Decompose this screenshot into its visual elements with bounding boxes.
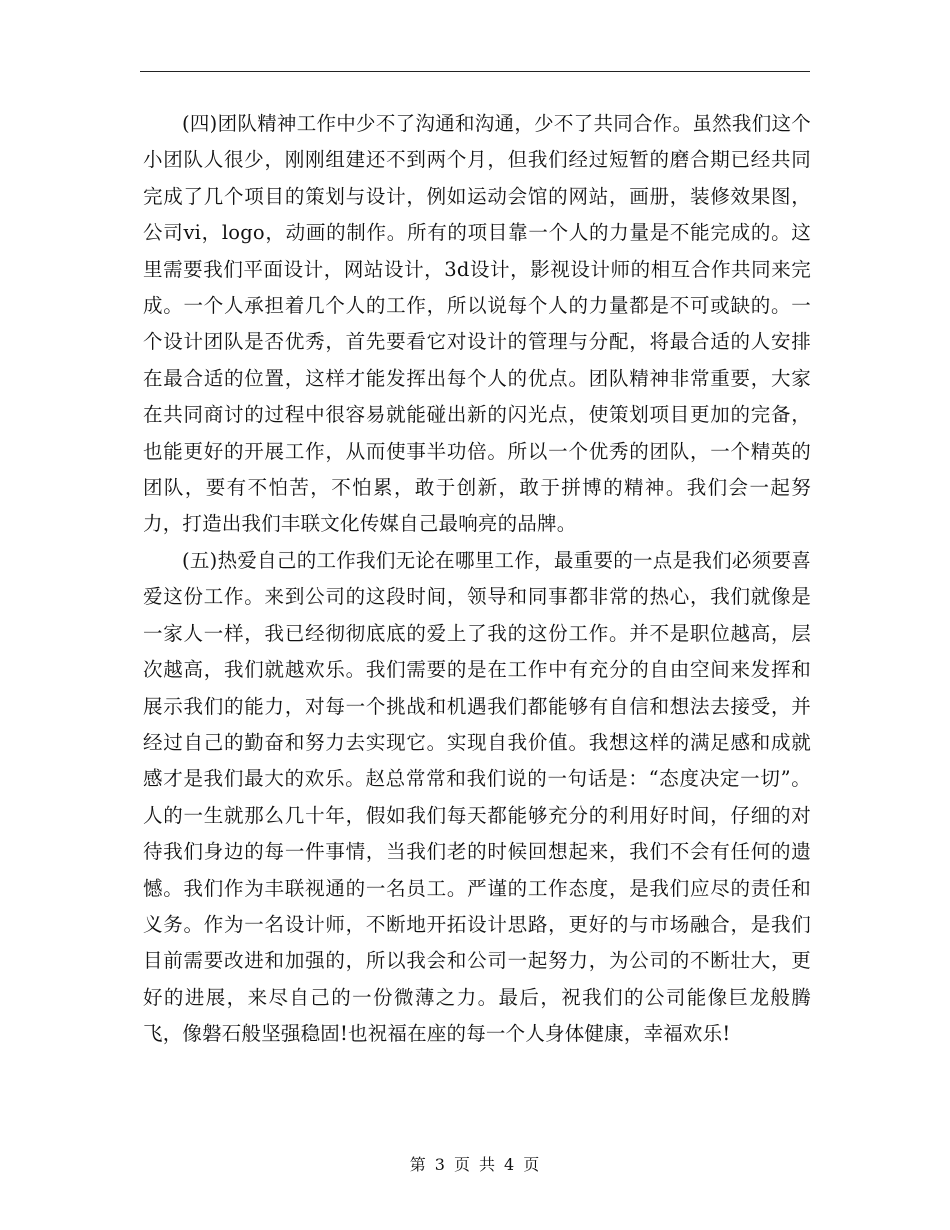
footer-label-ye2: 页: [523, 1155, 541, 1174]
footer-label-di: 第: [409, 1155, 427, 1174]
footer-label-ye: 页: [453, 1155, 471, 1174]
header-rule: [140, 71, 810, 72]
footer-current-page: 3: [434, 1155, 446, 1174]
paragraph-team-spirit: (四)团队精神工作中少不了沟通和沟通，少不了共同合作。虽然我们这个小团队人很少，刚刚组建还不到两个月，但我们经过短暂的磨合期已经共同完成了几个项目的策划与设计，例如运动会馆的网站，画册，装修效果图，公司vi，logo，动画的制作。所有的项目靠一个人的力量是不能完成的。这里需要我们平面设计，网站设计，3d设计，影视设计师的相互合作共同来完成。一个人承担着几个人的工作，所以说每个人的力量都是不可或缺的。一个设计团队是否优秀，首先要看它对设计的管理与分配，将最合适的人安排在最合适的位置，这样才能发挥出每个人的优点。团队精神非常重要，大家在共同商讨的过程中很容易就能碰出新的闪光点，使策划项目更加的完备，也能更好的开展工作，从而使事半功倍。所以一个优秀的团队，一个精英的团队，要有不怕苦，不怕累，敢于创新，敢于拼博的精神。我们会一起努力，打造出我们丰联文化传媒自己最响亮的品牌。: [143, 112, 811, 536]
footer-label-gong: 共: [479, 1155, 497, 1174]
paragraph-love-work: (五)热爱自己的工作我们无论在哪里工作，最重要的一点是我们必须要喜爱这份工作。来到公司的这段时间，领导和同事都非常的热心，我们就像是一家人一样，我已经彻彻底底的爱上了我的这份工作。并不是职位越高，层次越高，我们就越欢乐。我们需要的是在工作中有充分的自由空间来发挥和展示我们的能力，对每一个挑战和机遇我们都能够有自信和想法去接受，并经过自己的勤奋和努力去实现它。实现自我价值。我想这样的满足感和成就感才是我们最大的欢乐。赵总常常和我们说的一句话是：“态度决定一切”。人的一生就那么几十年，假如我们每天都能够充分的利用好时间，仔细的对待我们身边的每一件事情，当我们老的时候回想起来，我们不会有任何的遗憾。我们作为丰联视通的一名员工。严谨的工作态度，是我们应尽的责任和义务。作为一名设计师，不断地开拓设计思路，更好的与市场融合，是我们目前需要改进和加强的，所以我会和公司一起努力，为公司的不断壮大，更好的进展，来尽自己的一份微薄之力。最后，祝我们的公司能像巨龙般腾飞，像磐石般坚强稳固!也祝福在座的每一个人身体健康，幸福欢乐!: [143, 548, 811, 1046]
page-footer: [0, 1154, 950, 1176]
footer-total-pages: 4: [504, 1155, 516, 1174]
document-body: [143, 106, 811, 1053]
